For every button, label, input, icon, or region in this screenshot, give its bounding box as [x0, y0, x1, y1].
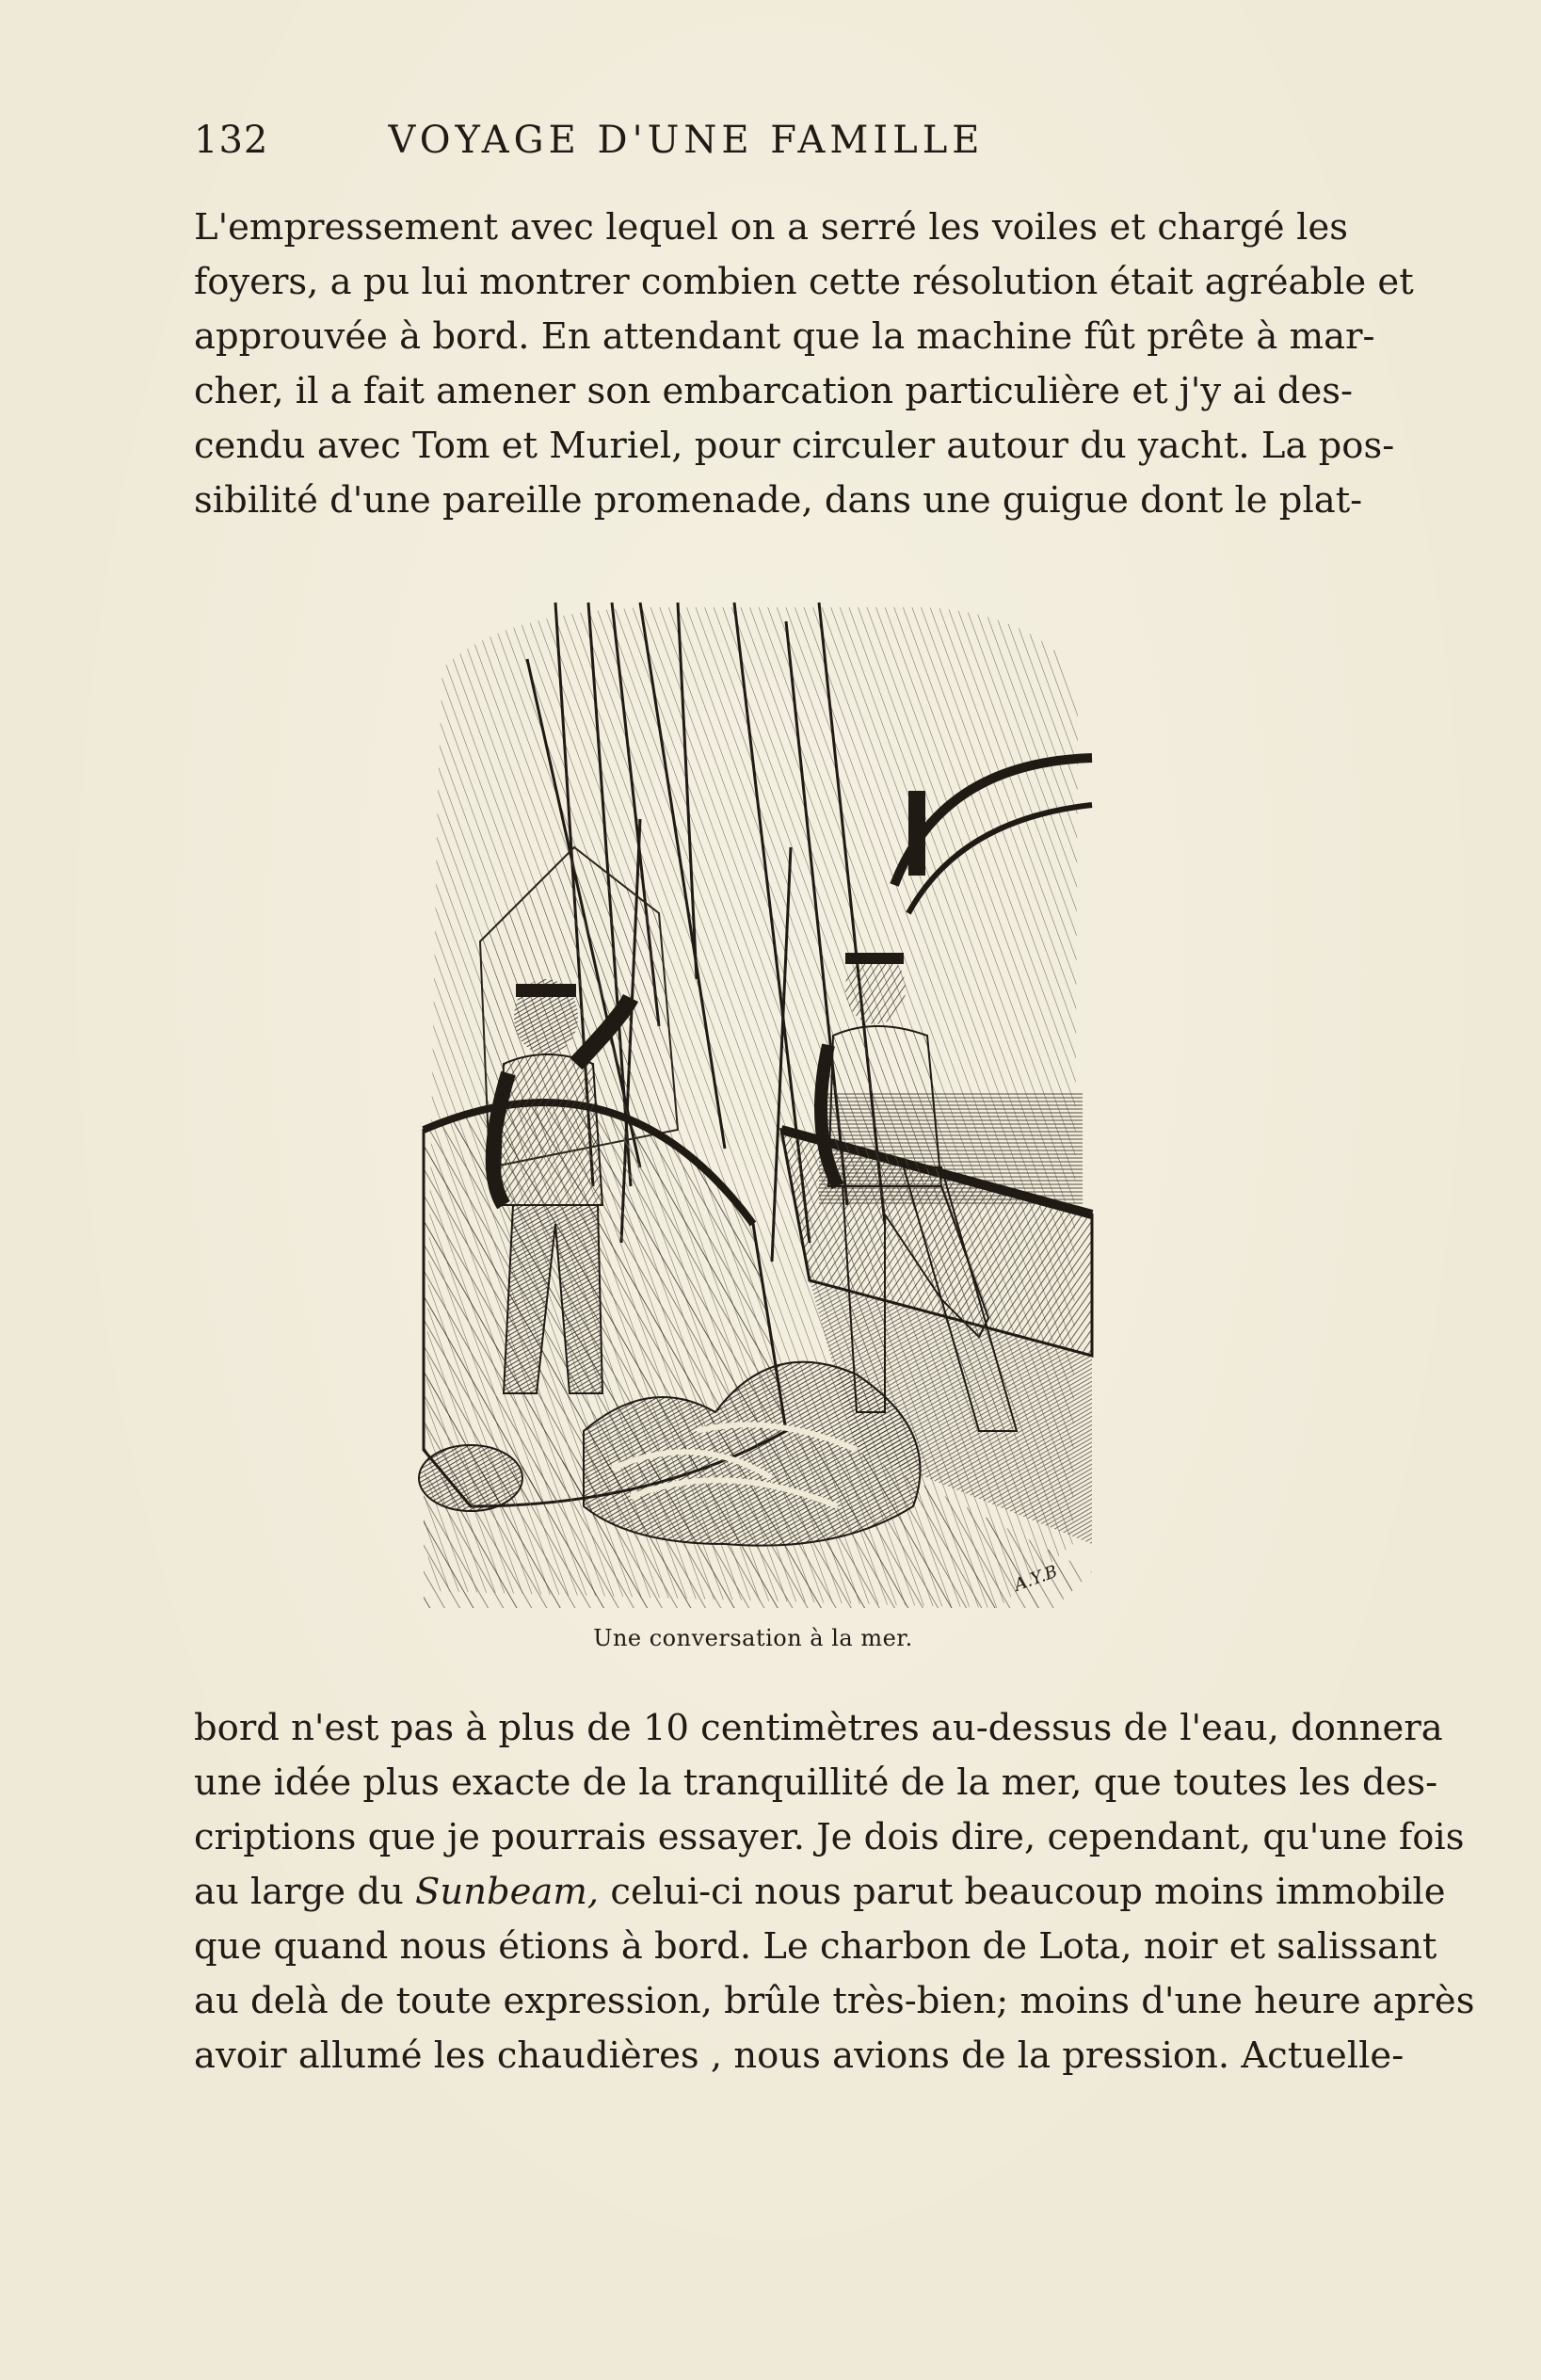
text-fragment: au large du	[194, 1871, 404, 1913]
text-line: sibilité d'une pareille promenade, dans une guigue dont le plat-	[194, 479, 1363, 522]
text-line: avoir allumé les chaudières , nous avions de la pression. Actuelle-	[194, 2034, 1405, 2077]
text-line: criptions que je pourrais essayer. Je dois dire, cependant, qu'une fois	[194, 1816, 1465, 1858]
running-title: VOYAGE D'UNE FAMILLE	[388, 119, 985, 162]
figure-caption: Une conversation à la mer.	[593, 1625, 913, 1651]
text-line: L'empressement avec lequel on a serré les voiles et chargé les	[194, 206, 1348, 249]
page-header	[194, 119, 1348, 166]
text-line: cendu avec Tom et Muriel, pour circuler autour du yacht. La pos-	[194, 425, 1395, 467]
engraver-mark: A.Y.B	[1011, 1561, 1061, 1596]
paragraph-bottom	[194, 1701, 1475, 2083]
page-number: 132	[194, 119, 269, 162]
engraving-svg	[414, 603, 1092, 1608]
text-line	[194, 1865, 1446, 1920]
text-line: cher, il a fait amener son embarcation particulière et j'y ai des-	[194, 370, 1354, 412]
text-line: au delà de toute expression, brûle très-bien; moins d'une heure après	[194, 1980, 1475, 2022]
ship-name-italic: Sunbeam,	[415, 1871, 600, 1913]
text-line: approuvée à bord. En attendant que la machine fût prête à mar-	[194, 315, 1375, 358]
text-line: que quand nous étions à bord. Le charbon de Lota, noir et salissant	[194, 1925, 1437, 1968]
rope-coil	[419, 1445, 522, 1511]
text-fragment: celui-ci nous parut beaucoup moins immobile	[610, 1871, 1446, 1913]
pulley-block	[908, 791, 925, 876]
text-line: bord n'est pas à plus de 10 centimètres au-dessus de l'eau, donnera	[194, 1707, 1443, 1749]
text-line: une idée plus exacte de la tranquillité de la mer, que toutes les des-	[194, 1761, 1438, 1804]
paragraph-top	[194, 201, 1414, 528]
engraving-illustration	[414, 603, 1092, 1608]
text-line: foyers, a pu lui montrer combien cette résolution était agréable et	[194, 261, 1414, 303]
